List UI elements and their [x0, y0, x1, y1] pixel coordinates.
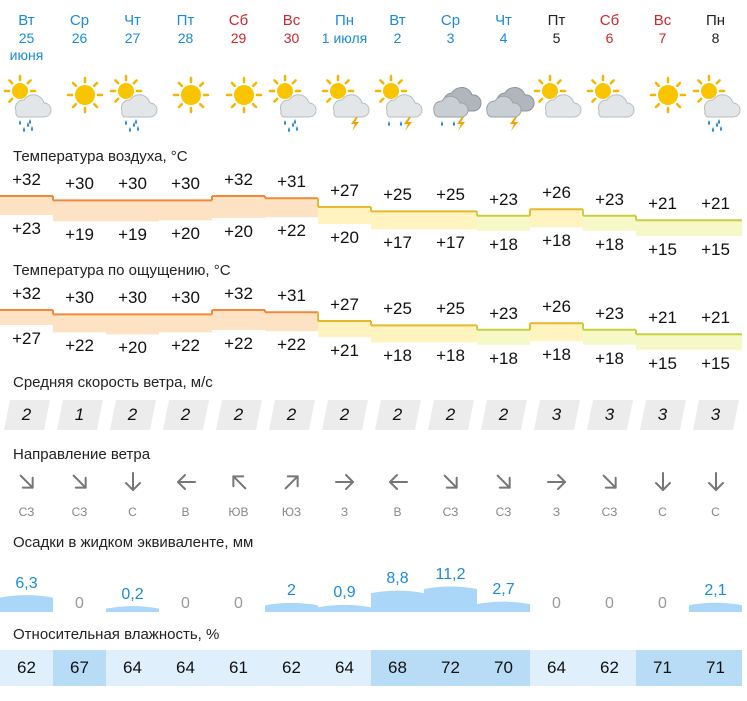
humidity-cell: 70: [477, 650, 530, 686]
wind-direction-label: СЗ: [495, 505, 512, 519]
temp-fill: [371, 211, 424, 229]
temp-max: +32: [224, 170, 253, 189]
day-date: 30: [283, 30, 300, 46]
temp-max: +26: [542, 183, 571, 203]
day-of-week: Сб: [599, 12, 620, 29]
temp-fill: [159, 200, 212, 220]
feel-fill: [424, 325, 477, 342]
wind-speed-value: 2: [127, 405, 138, 424]
wind-direction-label: З: [552, 505, 561, 519]
day-of-week: Вт: [389, 12, 406, 29]
wind-direction-label: СЗ: [442, 505, 459, 519]
wind-direction-label: С: [658, 505, 667, 519]
feel-min: +22: [65, 336, 94, 356]
temp-max: +30: [65, 174, 94, 194]
feel-fill: [0, 310, 53, 325]
temp-fill: [424, 211, 477, 229]
wind-direction-arrow-icon: [477, 470, 530, 499]
feel-min: +27: [12, 329, 41, 348]
day-header: [636, 13, 689, 46]
precip-value: 0: [605, 595, 614, 612]
feel-max: +23: [489, 303, 518, 323]
feel-max: +27: [330, 295, 359, 314]
humidity-cell: 64: [530, 650, 583, 686]
wind-direction-arrow-icon: [0, 470, 53, 499]
day-of-week: Сб: [228, 12, 249, 29]
feel-min: +22: [224, 334, 253, 353]
day-header: [212, 13, 265, 46]
sun-cloud-rain-icon: [694, 76, 740, 132]
day-date: 5: [552, 30, 561, 46]
day-header: [0, 13, 53, 63]
day-of-week: Вс: [653, 12, 672, 29]
temp-min: +15: [701, 240, 730, 260]
wind-speed-value: 2: [233, 405, 244, 424]
temp-max: +21: [648, 194, 677, 214]
precip-value: 0: [181, 595, 190, 612]
feel-max: +30: [118, 288, 147, 308]
temp-min: +20: [224, 222, 253, 241]
temp-fill: [53, 200, 106, 221]
wind-direction-arrow-icon: [530, 470, 583, 499]
feel-fill: [212, 310, 265, 330]
wind-speed-value: 2: [498, 405, 509, 424]
temp-min: +20: [330, 228, 359, 247]
wind-direction-arrow-icon: [318, 470, 371, 499]
sun-cloud-rain-icon: [270, 76, 316, 132]
temp-fill: [636, 220, 689, 236]
sun-icon: [651, 78, 685, 112]
feel-min: +18: [595, 348, 624, 368]
humidity-cell: 64: [318, 650, 371, 686]
wind-direction-arrow-icon: [371, 470, 424, 499]
precip-value: 2,1: [704, 582, 727, 600]
feel-max: +25: [383, 299, 412, 319]
wind-speed-value: 2: [180, 405, 191, 424]
day-header: [106, 13, 159, 46]
wind-speed-value: 3: [710, 405, 721, 424]
cloud-thunder-icon: [487, 87, 534, 131]
feel-fill: [689, 334, 742, 350]
feel-min: +18: [542, 345, 571, 365]
sun-cloud-rain-icon: [111, 76, 157, 132]
feel-fill: [159, 314, 212, 332]
humidity-cell: 64: [159, 650, 212, 686]
wind-direction-arrow-icon: [106, 470, 159, 499]
feel-fill: [583, 330, 636, 345]
wind-speed-value: 2: [286, 405, 297, 424]
wind-direction-label: СЗ: [18, 505, 35, 519]
precip-bar: [0, 595, 53, 612]
feel-min: +21: [330, 341, 359, 360]
temp-fill: [583, 216, 636, 231]
day-date: 27: [124, 30, 141, 46]
day-header: [371, 13, 424, 46]
humidity-cell: 68: [371, 650, 424, 686]
sun-cloud-rain-thunder-icon: [376, 76, 422, 131]
feel-fill: [371, 325, 424, 342]
temp-fill: [0, 196, 53, 215]
wind-direction-label: З: [340, 505, 349, 519]
feel-fill: [636, 334, 689, 350]
wind-direction-label: В: [181, 505, 190, 519]
wind-direction-label: С: [711, 505, 720, 519]
day-date: 4: [499, 30, 508, 46]
day-of-week: Чт: [124, 12, 141, 29]
precip-value: 0,2: [121, 585, 144, 603]
wind-speed-value: 2: [445, 405, 456, 424]
temp-max: +32: [12, 170, 41, 189]
section-title-temp: Температура воздуха, °C: [13, 148, 188, 165]
wind-direction-arrow-icon: [212, 470, 265, 499]
temp-max: +30: [118, 174, 147, 194]
feel-fill: [265, 312, 318, 331]
wind-speed-value: 2: [21, 405, 32, 424]
humidity-cell: 62: [265, 650, 318, 686]
wind-speed-value: 3: [604, 405, 615, 424]
sun-icon: [68, 78, 102, 112]
temp-fill: [318, 207, 371, 224]
cloud-rain-thunder-icon: [434, 87, 481, 131]
temp-fill: [106, 200, 159, 221]
temp-max: +21: [701, 194, 730, 214]
day-header: [689, 13, 742, 46]
day-header: [424, 13, 477, 46]
sun-cloud-rain-icon: [5, 76, 51, 132]
day-date: 29: [230, 30, 247, 46]
feel-min: +15: [701, 354, 730, 374]
feel-min: +18: [383, 346, 412, 366]
humidity-cell: 71: [689, 650, 742, 686]
feel-min: +18: [436, 346, 465, 366]
temp-fill: [477, 216, 530, 231]
wind-direction-arrow-icon: [265, 470, 318, 499]
humidity-cell: 62: [583, 650, 636, 686]
feel-max: +30: [65, 288, 94, 308]
precip-value: 2,7: [492, 581, 515, 599]
precip-value: 0: [75, 595, 84, 612]
temp-min: +18: [489, 234, 518, 254]
precip-value: 2: [287, 582, 296, 600]
precip-value: 0,9: [333, 584, 356, 602]
feel-fill: [477, 330, 530, 345]
temp-min: +19: [118, 225, 147, 245]
temp-min: +18: [542, 231, 571, 251]
precip-value: 8,8: [386, 570, 409, 588]
day-date: 26: [71, 30, 88, 46]
day-header: [53, 13, 106, 46]
wind-direction-label: В: [393, 505, 402, 519]
precip-bar: [689, 603, 742, 612]
temp-min: +17: [436, 233, 465, 253]
humidity-cell: 72: [424, 650, 477, 686]
day-date: 7: [658, 30, 667, 46]
feel-fill: [318, 321, 371, 337]
sun-icon: [227, 78, 261, 112]
temp-min: +18: [595, 234, 624, 254]
day-of-week: Пт: [176, 12, 195, 29]
precip-bar: [318, 605, 371, 612]
wind-direction-label: ЮЗ: [281, 505, 302, 519]
wind-speed-value: 3: [657, 405, 668, 424]
day-of-week: Ср: [69, 12, 90, 29]
feel-max: +26: [542, 297, 571, 317]
precip-bar: [106, 606, 159, 612]
feel-min: +15: [648, 354, 677, 374]
feel-fill: [530, 323, 583, 341]
wind-direction-arrow-icon: [53, 470, 106, 499]
feel-max: +25: [436, 299, 465, 319]
precip-value: 0: [658, 595, 667, 612]
temp-max: +23: [489, 189, 518, 209]
feel-max: +23: [595, 303, 624, 323]
temp-max: +30: [171, 174, 200, 194]
sun-cloud-thunder-icon: [323, 76, 369, 131]
humidity-cell: 67: [53, 650, 106, 686]
temp-fill: [265, 198, 318, 217]
day-month: июня: [9, 47, 44, 63]
wind-direction-label: СЗ: [601, 505, 618, 519]
precip-value: 0: [234, 595, 243, 612]
temp-fill: [212, 196, 265, 218]
wind-speed-value: 3: [551, 405, 562, 424]
day-header: [477, 13, 530, 46]
section-title-prec: Осадки в жидком эквиваленте, мм: [13, 534, 254, 551]
wind-direction-arrow-icon: [583, 470, 636, 499]
feel-max: +31: [277, 286, 306, 306]
feel-fill: [53, 314, 106, 332]
temp-fill: [689, 220, 742, 236]
section-title-dir: Направление ветра: [13, 446, 151, 463]
wind-direction-label: С: [128, 505, 137, 519]
sun-icon: [174, 78, 208, 112]
day-of-week: Вс: [282, 12, 301, 29]
day-of-week: Ср: [440, 12, 461, 29]
humidity-cell: 64: [106, 650, 159, 686]
humidity-cell: 62: [0, 650, 53, 686]
day-header: [583, 13, 636, 46]
temp-max: +23: [595, 189, 624, 209]
day-date: 3: [446, 30, 455, 46]
humidity-cell: 61: [212, 650, 265, 686]
feel-max: +30: [171, 288, 200, 308]
temp-min: +20: [171, 224, 200, 244]
feel-max: +32: [12, 284, 41, 303]
wind-speed-value: 2: [392, 405, 403, 424]
feel-min: +22: [171, 336, 200, 356]
day-of-week: Вт: [18, 12, 35, 29]
day-header: [318, 13, 371, 46]
feel-min: +20: [118, 338, 147, 358]
temp-min: +15: [648, 240, 677, 260]
day-date: 28: [177, 30, 194, 46]
precip-value: 6,3: [15, 574, 38, 592]
day-of-week: Чт: [495, 12, 512, 29]
day-of-week: Пн: [705, 12, 726, 29]
day-date: 25: [18, 30, 35, 46]
wind-direction-label: СЗ: [71, 505, 88, 519]
day-header: [530, 13, 583, 46]
precip-bar: [265, 603, 318, 612]
temp-max: +25: [383, 185, 412, 205]
day-of-week: Пн: [334, 12, 355, 29]
feel-min: +22: [277, 335, 306, 355]
precip-value: 0: [552, 595, 561, 612]
feel-fill: [106, 314, 159, 334]
temp-min: +22: [277, 221, 306, 241]
temp-min: +23: [12, 219, 41, 238]
wind-direction-arrow-icon: [636, 470, 689, 499]
temp-max: +25: [436, 185, 465, 205]
day-of-week: Пт: [547, 12, 566, 29]
wind-direction-arrow-icon: [424, 470, 477, 499]
sun-cloud-icon: [588, 76, 634, 117]
section-title-wind: Средняя скорость ветра, м/с: [13, 374, 213, 391]
day-header: [159, 13, 212, 46]
temp-min: +17: [383, 233, 412, 253]
day-header: [265, 13, 318, 46]
section-title-feel: Температура по ощущению, °C: [13, 262, 231, 279]
feel-max: +21: [701, 308, 730, 328]
precip-bar: [371, 591, 424, 612]
day-date: 8: [711, 30, 720, 46]
temp-max: +31: [277, 172, 306, 192]
sun-cloud-icon: [535, 76, 581, 117]
wind-speed-value: 2: [339, 405, 350, 424]
section-title-hum: Относительная влажность, %: [13, 626, 220, 643]
humidity-cell: 71: [636, 650, 689, 686]
feel-min: +18: [489, 348, 518, 368]
wind-direction-arrow-icon: [689, 470, 742, 499]
wind-speed-value: 1: [74, 405, 85, 424]
temp-fill: [530, 209, 583, 227]
precip-value: 11,2: [435, 566, 466, 583]
temp-min: +19: [65, 225, 94, 245]
precip-bar: [477, 602, 530, 612]
precip-bar: [424, 587, 477, 613]
feel-max: +32: [224, 284, 253, 303]
wind-direction-arrow-icon: [159, 470, 212, 499]
temp-max: +27: [330, 181, 359, 200]
day-date: 2: [393, 30, 402, 46]
day-date: 6: [605, 30, 614, 46]
wind-direction-label: ЮВ: [228, 505, 249, 519]
feel-max: +21: [648, 308, 677, 328]
day-date: 1 июля: [321, 30, 368, 46]
